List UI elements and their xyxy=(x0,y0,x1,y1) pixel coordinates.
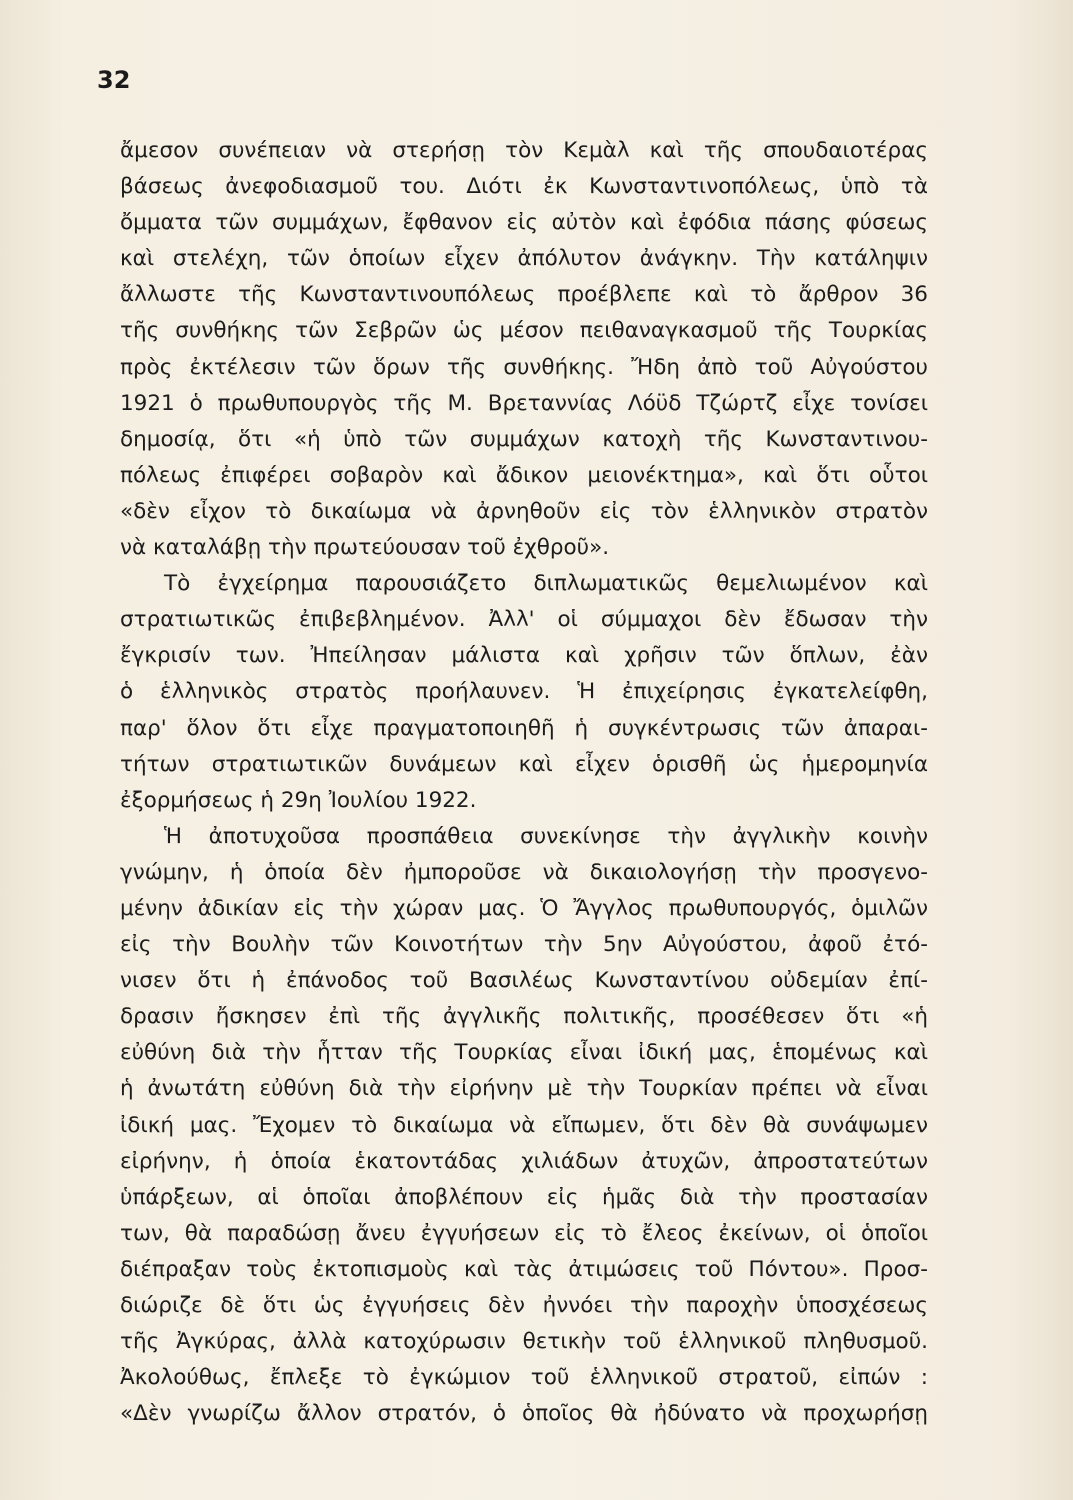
text-line: πόλεως ἐπιφέρει σοβαρὸν καὶ ἄδικον μειονέκτημα», καὶ ὅτι οὗτοι xyxy=(120,462,928,488)
text-line: των, θὰ παραδώσῃ ἄνευ ἐγγυήσεων εἰς τὸ ἔλεος ἐκείνων, οἱ ὁποῖοι xyxy=(120,1220,928,1246)
text-line: δρασιν ἤσκησεν ἐπὶ τῆς ἀγγλικῆς πολιτικῆς, προσέθεσεν ὅτι «ἡ xyxy=(120,1004,928,1030)
paragraph-2 xyxy=(120,566,928,819)
text-line: ἄλλωστε τῆς Κωνσταντινουπόλεως προέβλεπε καὶ τὸ ἄρθρον 36 xyxy=(120,282,928,308)
text-line: βάσεως ἀνεφοδιασμοῦ του. Διότι ἐκ Κωνσταντινοπόλεως, ὑπὸ τὰ xyxy=(120,174,928,200)
text-line: καὶ στελέχη, τῶν ὁποίων εἶχεν ἀπόλυτον ἀνάγκην. Τὴν κατάληψιν xyxy=(120,246,928,272)
text-line: τῆς συνθήκης τῶν Σεβρῶν ὡς μέσον πειθαναγκασμοῦ τῆς Τουρκίας xyxy=(120,318,928,344)
text-line: νισεν ὅτι ἡ ἐπάνοδος τοῦ Βασιλέως Κωνσταντίνου οὐδεμίαν ἐπί- xyxy=(120,968,928,994)
paragraph-3 xyxy=(120,819,928,1433)
paragraph-1 xyxy=(120,133,928,566)
text-line: γνώμην, ἡ ὁποία δὲν ἠμποροῦσε νὰ δικαιολογήσῃ τὴν προσγενο- xyxy=(120,859,928,885)
text-line: μένην ἀδικίαν εἰς τὴν χώραν μας. Ὁ Ἄγγλος πρωθυπουργός, ὁμιλῶν xyxy=(120,895,928,921)
text-line: εἰρήνην, ἡ ὁποία ἑκατοντάδας χιλιάδων ἀτυχῶν, ἀπροστατεύτων xyxy=(120,1148,928,1174)
page-number: 32 xyxy=(97,66,131,94)
text-line: παρ' ὅλον ὅτι εἶχε πραγματοποιηθῆ ἡ συγκέντρωσις τῶν ἀπαραι- xyxy=(120,715,928,741)
text-line: ὑπάρξεων, αἱ ὁποῖαι ἀποβλέπουν εἰς ἡμᾶς διὰ τὴν προστασίαν xyxy=(120,1184,928,1210)
text-line: ἰδική μας. Ἔχομεν τὸ δικαίωμα νὰ εἴπωμεν, ὅτι δὲν θὰ συνάψωμεν xyxy=(120,1112,928,1138)
text-line: εὐθύνη διὰ τὴν ἧτταν τῆς Τουρκίας εἶναι ἰδική μας, ἑπομένως καὶ xyxy=(120,1040,928,1066)
text-line: ἐξορμήσεως ἡ 29η Ἰουλίου 1922. xyxy=(120,787,477,813)
text-line: Ἡ ἀποτυχοῦσα προσπάθεια συνεκίνησε τὴν ἀγγλικὴν κοινὴν xyxy=(164,823,928,849)
text-line: δημοσίᾳ, ὅτι «ἡ ὑπὸ τῶν συμμάχων κατοχὴ τῆς Κωνσταντινου- xyxy=(120,426,928,452)
text-line: Ἀκολούθως, ἔπλεξε τὸ ἐγκώμιον τοῦ ἑλληνικοῦ στρατοῦ, εἰπών : xyxy=(120,1365,928,1391)
text-line: νὰ καταλάβῃ τὴν πρωτεύουσαν τοῦ ἐχθροῦ». xyxy=(120,535,610,561)
text-line: τῆς Ἀγκύρας, ἀλλὰ κατοχύρωσιν θετικὴν τοῦ ἑλληνικοῦ πληθυσμοῦ. xyxy=(120,1329,928,1355)
text-line: διέπραξαν τοὺς ἐκτοπισμοὺς καὶ τὰς ἀτιμώσεις τοῦ Πόντου». Προσ- xyxy=(120,1256,928,1282)
text-line: εἰς τὴν Βουλὴν τῶν Κοινοτήτων τὴν 5ην Αὐγούστου, ἀφοῦ ἐτό- xyxy=(120,932,928,958)
text-line: πρὸς ἐκτέλεσιν τῶν ὅρων τῆς συνθήκης. Ἤδη ἀπὸ τοῦ Αὐγούστου xyxy=(120,354,928,380)
text-line: τήτων στρατιωτικῶν δυνάμεων καὶ εἶχεν ὁρισθῆ ὡς ἡμερομηνία xyxy=(120,751,928,777)
text-line: διώριζε δὲ ὅτι ὡς ἐγγυήσεις δὲν ἠννόει τὴν παροχὴν ὑποσχέσεως xyxy=(120,1293,928,1318)
text-line: ἄμεσον συνέπειαν νὰ στερήσῃ τὸν Κεμὰλ καὶ τῆς σπουδαιοτέρας xyxy=(120,138,928,163)
text-line: ἔγκρισίν των. Ἠπείλησαν μάλιστα καὶ χρῆσιν τῶν ὅπλων, ἐὰν xyxy=(120,643,928,669)
body-text xyxy=(120,133,928,1432)
text-line: Τὸ ἐγχείρημα παρουσιάζετο διπλωματικῶς θεμελιωμένον καὶ xyxy=(164,571,928,597)
text-line: ὄμματα τῶν συμμάχων, ἔφθανον εἰς αὐτὸν καὶ ἐφόδια πάσης φύσεως xyxy=(120,210,928,236)
text-line: «Δὲν γνωρίζω ἄλλον στρατόν, ὁ ὁποῖος θὰ ἠδύνατο νὰ προχωρήσῃ xyxy=(120,1401,928,1427)
text-line: ὁ ἑλληνικὸς στρατὸς προήλαυνεν. Ἡ ἐπιχείρησις ἐγκατελείφθη, xyxy=(120,679,928,705)
text-line: ἡ ἀνωτάτη εὐθύνη διὰ τὴν εἰρήνην μὲ τὴν Τουρκίαν πρέπει νὰ εἶναι xyxy=(120,1076,928,1102)
text-line: 1921 ὁ πρωθυπουργὸς τῆς Μ. Βρεταννίας Λόϋδ Τζώρτζ εἶχε τονίσει xyxy=(120,390,928,416)
text-line: στρατιωτικῶς ἐπιβεβλημένον. Ἀλλ' οἱ σύμμαχοι δὲν ἔδωσαν τὴν xyxy=(120,607,928,633)
text-line: «δὲν εἶχον τὸ δικαίωμα νὰ ἀρνηθοῦν εἰς τὸν ἑλληνικὸν στρατὸν xyxy=(120,498,928,524)
